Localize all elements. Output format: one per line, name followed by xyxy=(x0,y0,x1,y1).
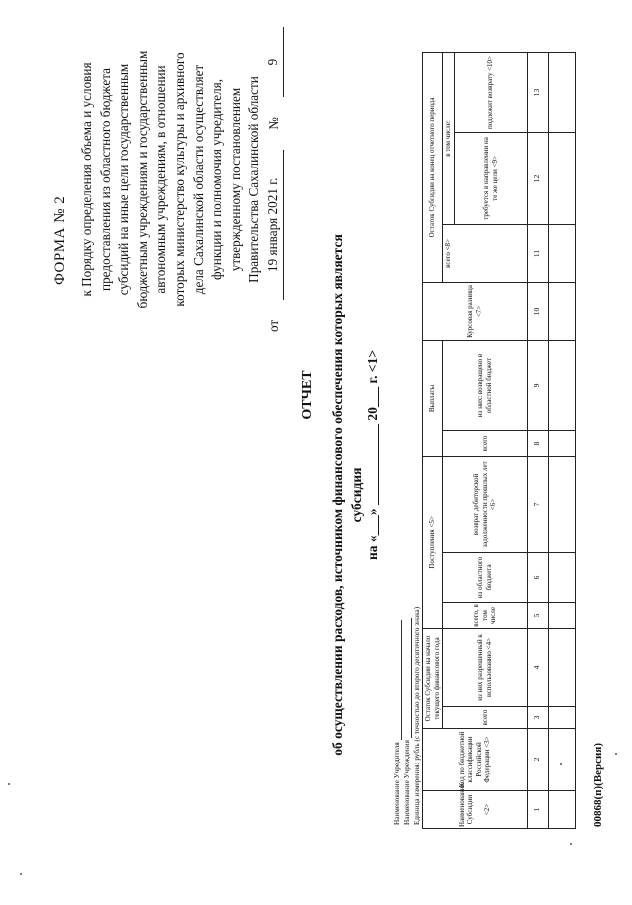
column-number: 6 xyxy=(527,552,548,602)
column-number: 10 xyxy=(527,282,548,340)
header-cell: Код по бюджетной классификации Российской Федерации <3> xyxy=(423,729,528,791)
header-cell: всего, в том числе xyxy=(443,602,528,628)
institution-label: Наименование Учреждения xyxy=(403,740,411,825)
founder-line xyxy=(393,620,402,740)
header-cell: Поступления <5> xyxy=(423,456,443,628)
scan-speck xyxy=(560,763,562,765)
data-cell xyxy=(548,282,575,340)
header-cell: из них: возвращено в областной бюджет xyxy=(443,340,528,430)
attachment-line: автономным учреждениям, в отношении xyxy=(153,65,169,294)
data-cell xyxy=(548,791,575,829)
scan-speck xyxy=(8,783,10,785)
header-cell: Остаток Субсидии на конец отчетного периода xyxy=(423,52,443,282)
scan-speck xyxy=(615,753,617,755)
data-cell xyxy=(548,430,575,456)
version-code: 00868(п)(Версия) xyxy=(592,743,604,827)
data-cell xyxy=(548,602,575,628)
column-number: 8 xyxy=(527,430,548,456)
column-number: 4 xyxy=(527,628,548,706)
attachment-line: дела Сахалинской области осуществляет xyxy=(190,64,206,295)
report-subtitle xyxy=(328,125,366,865)
report-date-line: на «___» ____________ 20___ г. <1> xyxy=(365,349,380,561)
column-number: 5 xyxy=(527,602,548,628)
column-number-row xyxy=(527,52,548,828)
header-cell: всего xyxy=(443,707,528,729)
data-cell xyxy=(548,729,575,791)
table-row xyxy=(548,52,575,828)
data-cell xyxy=(548,628,575,706)
resolution-date: 19 января 2021 г. xyxy=(264,150,284,300)
attachment-line: функции и полномочия учредителя, xyxy=(209,78,225,281)
header-cell: Курсовая разница <7> xyxy=(423,282,528,340)
header-cell: подлежит возврату <10> xyxy=(454,52,527,132)
header-cell: из областного бюджета xyxy=(443,552,528,602)
column-number: 13 xyxy=(527,52,548,132)
attachment-line: Правительства Сахалинской области xyxy=(246,76,262,283)
data-cell xyxy=(548,552,575,602)
report-title: ОТЧЕТ xyxy=(300,370,315,420)
header-cell: всего <8> xyxy=(443,224,528,282)
header-cell: Наименование Субсидии <2> xyxy=(423,791,528,829)
number-sign: № xyxy=(265,117,281,130)
report-subtitle-line1: об осуществлении расходов, источником финансового обеспечения которых является xyxy=(330,234,345,756)
meta-block xyxy=(392,607,422,825)
data-cell xyxy=(548,340,575,430)
data-cell xyxy=(548,132,575,224)
column-number: 12 xyxy=(527,132,548,224)
column-number: 1 xyxy=(527,791,548,829)
attachment-line: субсидий на иные цели государственным xyxy=(116,63,132,296)
form-number: ФОРМА № 2 xyxy=(52,195,68,285)
header-cell: всего xyxy=(443,430,528,456)
data-cell xyxy=(548,52,575,132)
resolution-date-row xyxy=(264,27,284,332)
header-cell: в том числе: xyxy=(443,52,455,224)
date-prefix: от xyxy=(265,319,281,332)
attachment-line: к Порядку определения объема и условия xyxy=(79,62,94,297)
header-cell: из них разрешенный к использованию <4> xyxy=(443,628,528,706)
data-cell xyxy=(548,707,575,729)
column-number: 7 xyxy=(527,456,548,552)
table-header-row xyxy=(443,52,455,828)
column-number: 9 xyxy=(527,340,548,430)
scan-speck xyxy=(570,843,572,845)
attachment-line: которых министерство культуры и архивного xyxy=(171,52,187,307)
column-number: 3 xyxy=(527,707,548,729)
attachment-line: предоставления из областного бюджета xyxy=(97,68,113,291)
header-cell: Остаток Субсидии на начало текущего финансового года xyxy=(423,628,443,728)
header-cell: возврат дебиторской задолженности прошлых лет <6> xyxy=(443,456,528,552)
data-cell xyxy=(548,224,575,282)
report-subtitle-line2: субсидия xyxy=(349,467,364,523)
column-number: 2 xyxy=(527,729,548,791)
unit-label: Единица измерения: рубль (с точностью до второго десятичного знака) xyxy=(413,606,421,825)
attachment-line: бюджетным учреждениям и государственным xyxy=(134,50,150,309)
header-cell: Выплаты xyxy=(423,340,443,456)
header-cell: требуется в направлении на те же цели <9> xyxy=(454,132,527,224)
institution-line xyxy=(403,618,412,738)
table-header-row xyxy=(423,52,443,828)
column-number: 11 xyxy=(527,224,548,282)
attachment-line: утвержденному постановлением xyxy=(227,87,243,272)
report-table xyxy=(422,52,576,829)
founder-label: Наименование Учредителя xyxy=(393,742,401,825)
attachment-block xyxy=(78,27,284,332)
scan-speck xyxy=(20,873,22,875)
resolution-number: 9 xyxy=(264,27,284,97)
data-cell xyxy=(548,456,575,552)
